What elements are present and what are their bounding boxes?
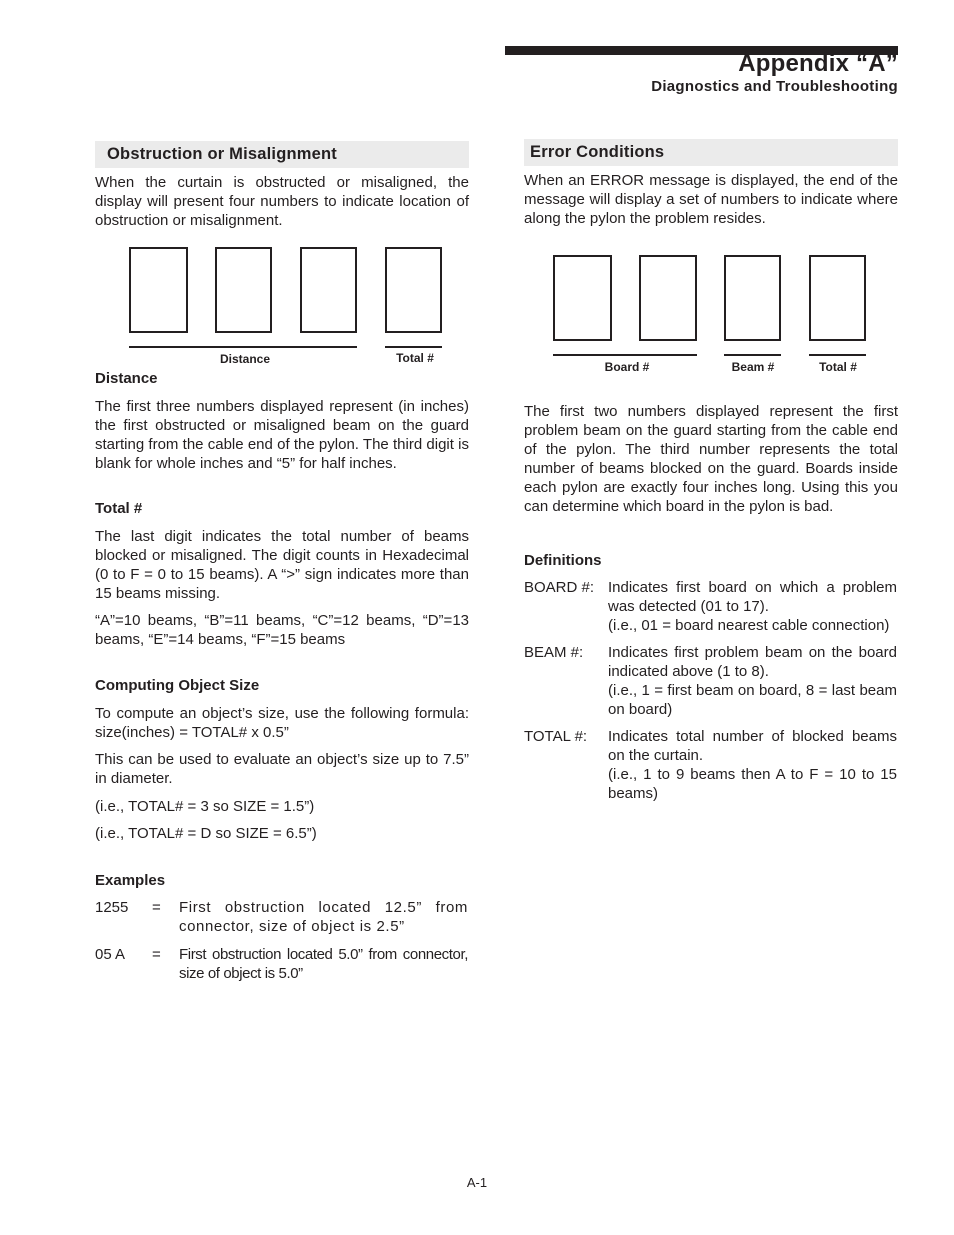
total-label: Total # <box>819 360 857 374</box>
definition-row <box>524 727 898 807</box>
example-code: 05 A <box>95 946 126 963</box>
distance-label: Distance <box>219 352 271 366</box>
definition-row <box>524 643 898 723</box>
definition-key: BEAM #: <box>524 644 584 661</box>
digit-box-4 <box>809 255 866 341</box>
error-intro: When an ERROR message is displayed, the end of the message will display a set of numbers to indicate where along the pylon the problem resides. <box>524 172 898 227</box>
example-text: First obstruction located 12.5” from connector, size of object is 2.5” <box>179 899 468 935</box>
definition-key: TOTAL #: <box>524 728 588 745</box>
distance-bracket-line <box>129 346 357 348</box>
definition-note: (i.e., 1 = first beam on board, 8 = last beam on board) <box>608 682 897 718</box>
example-row <box>95 945 469 985</box>
digit-box-2 <box>639 255 697 341</box>
total-text-2: “A”=10 beams, “B”=11 beams, “C”=12 beams, “D”=13 beams, “E”=14 beams, “F”=15 beams <box>95 612 469 648</box>
definition-text: Indicates first board on which a problem was detected (01 to 17). <box>608 579 897 615</box>
obstruction-heading: Obstruction or Misalignment <box>95 141 469 168</box>
page-number: A-1 <box>466 1175 488 1190</box>
computing-text-1: To compute an object’s size, use the following formula: size(inches) = TOTAL# x 0.5” <box>95 705 469 741</box>
example-text: First obstruction located 5.0” from connector, size of object is 5.0” <box>179 946 468 982</box>
board-label: Board # <box>604 360 650 374</box>
page-subtitle: Diagnostics and Troubleshooting <box>651 78 898 95</box>
computing-example-1: (i.e., TOTAL# = 3 so SIZE = 1.5”) <box>95 798 315 815</box>
computing-text-2: This can be used to evaluate an object’s size up to 7.5” in diameter. <box>95 751 469 787</box>
error-body: The first two numbers displayed represent the first problem beam on the guard starting from the cable end of the pylon. The third number represents the total number of beams blocked on the guard. Boards inside each pylon are exactly four inches long. Using this you can determine which board in the pylon is bad. <box>524 403 898 515</box>
digit-box-3 <box>724 255 781 341</box>
board-bracket-line <box>553 354 697 356</box>
computing-example-2: (i.e., TOTAL# = D so SIZE = 6.5”) <box>95 825 317 842</box>
page-title: Appendix “A” <box>738 50 898 77</box>
example-equals: = <box>152 946 161 963</box>
total-label: Total # <box>396 351 434 365</box>
computing-title: Computing Object Size <box>95 677 260 694</box>
digit-box-3 <box>300 247 357 333</box>
total-text-1: The last digit indicates the total number of beams blocked or misaligned. The digit counts in Hexadecimal (0 to F = 0 to 15 beams). A “>” sign indicates more than 15 beams missing. <box>95 528 469 602</box>
examples-title: Examples <box>95 872 166 889</box>
digit-box-4 <box>385 247 442 333</box>
definition-text: Indicates first problem beam on the board indicated above (1 to 8). <box>608 644 897 680</box>
example-equals: = <box>152 899 161 916</box>
digit-box-2 <box>215 247 272 333</box>
digit-box-1 <box>129 247 188 333</box>
beam-bracket-line <box>724 354 781 356</box>
total-bracket-line <box>385 346 442 348</box>
beam-label: Beam # <box>731 360 775 374</box>
total-title: Total # <box>95 500 143 517</box>
distance-title: Distance <box>95 370 158 387</box>
total-bracket-line <box>809 354 866 356</box>
definition-note: (i.e., 01 = board nearest cable connection) <box>608 617 890 634</box>
definition-key: BOARD #: <box>524 579 595 596</box>
distance-text: The first three numbers displayed represent (in inches) the first obstructed or misaligned beam on the guard starting from the cable end of the pylon. The third digit is blank for whole inches and “5” for half inches. <box>95 398 469 472</box>
definition-text: Indicates total number of blocked beams on the curtain. <box>608 728 897 764</box>
definition-row <box>524 578 898 638</box>
obstruction-intro: When the curtain is obstructed or misaligned, the display will present four numbers to indicate location of obstruction or misalignment. <box>95 174 469 229</box>
digit-box-1 <box>553 255 612 341</box>
example-code: 1255 <box>95 899 129 916</box>
example-row <box>95 898 469 938</box>
definition-note: (i.e., 1 to 9 beams then A to F = 10 to 15 beams) <box>608 766 897 802</box>
error-conditions-heading: Error Conditions <box>524 139 898 166</box>
definitions-title: Definitions <box>524 552 602 569</box>
